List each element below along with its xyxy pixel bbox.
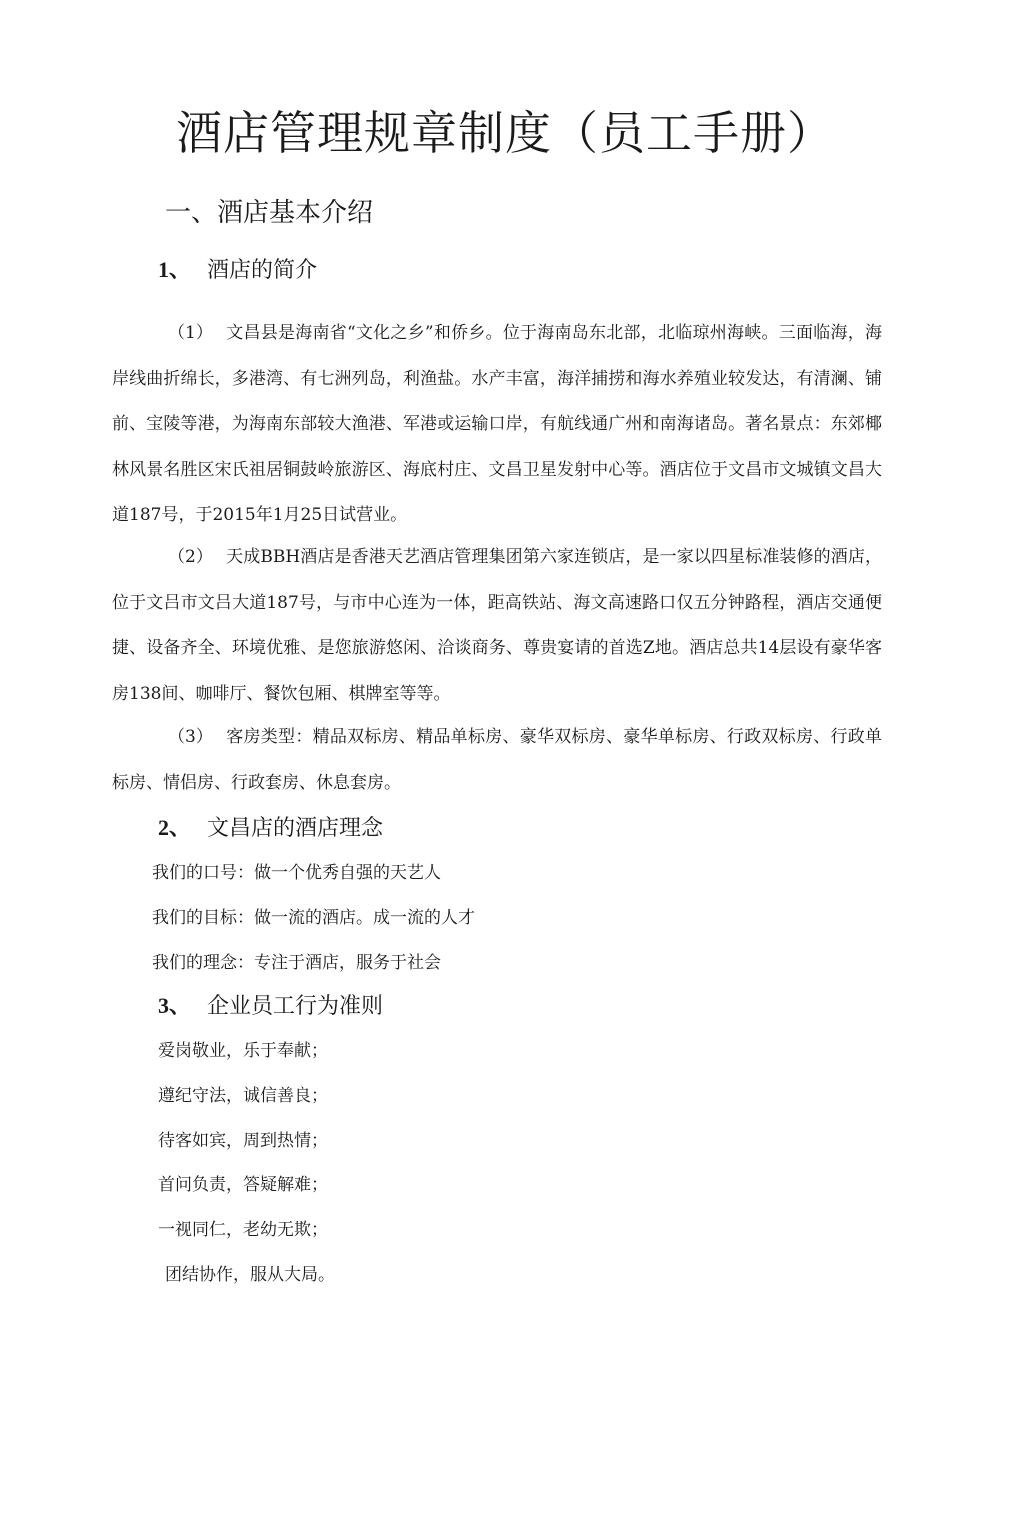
idea-philosophy: 我们的理念：专注于酒店，服务于社会 xyxy=(152,953,441,973)
idea-slogan: 我们的口号：做一个优秀自强的天艺人 xyxy=(152,863,441,883)
idea-goal: 我们的目标：做一流的酒店。成一流的人才 xyxy=(152,908,475,928)
rule-item: 团结协作，服从大局。 xyxy=(165,1265,335,1285)
subsection-heading-hotel-profile xyxy=(158,253,317,288)
paragraph-room-types xyxy=(112,715,882,806)
paragraph-marker: （2） xyxy=(168,547,213,567)
paragraph-marker: （1） xyxy=(168,323,213,343)
section-heading-hotel-intro: 一、酒店基本介绍 xyxy=(165,198,374,228)
subsection-title: 酒店的简介 xyxy=(207,258,318,283)
paragraph-text: 天成BBH酒店是香港天艺酒店管理集团第六家连锁店，是一家以四星标准装修的酒店，位于文吕市文吕大道187号，与市中心连为一体，距高铁站、海文高速路口仅五分钟路程，酒店交通便捷、设备齐全、环境优雅、是您旅游悠闲、洽谈商务、尊贵宴请的首选Z地。酒店总共14层设有豪华客房138间、咖啡厅、餐饮包厢、棋牌室等等。 xyxy=(112,547,882,704)
subsection-title: 文昌店的酒店理念 xyxy=(207,816,384,841)
paragraph-wenchang-intro xyxy=(112,311,882,539)
rule-item: 待客如宾，周到热情； xyxy=(158,1131,328,1151)
subsection-number: 1、 xyxy=(158,257,192,282)
subsection-heading-hotel-philosophy xyxy=(158,811,383,846)
paragraph-marker: （3） xyxy=(168,727,213,747)
subsection-heading-code-of-conduct xyxy=(158,989,383,1024)
subsection-number: 2、 xyxy=(158,815,192,840)
paragraph-text: 客房类型：精品双标房、精品单标房、豪华双标房、豪华单标房、行政双标房、行政单标房、情侣房、行政套房、休息套房。 xyxy=(112,727,882,793)
document-title: 酒店管理规章制度（员工手册） xyxy=(176,106,834,160)
rule-item: 爱岗敬业，乐于奉献； xyxy=(158,1041,328,1061)
rule-item: 遵纪守法，诚信善良； xyxy=(158,1086,328,1106)
rule-item: 首问负责，答疑解难； xyxy=(158,1175,328,1195)
subsection-number: 3、 xyxy=(158,993,192,1018)
paragraph-hotel-intro xyxy=(112,535,882,717)
subsection-title: 企业员工行为准则 xyxy=(207,994,384,1019)
rule-item: 一视同仁，老幼无欺； xyxy=(158,1220,328,1240)
paragraph-text: 文昌县是海南省“文化之乡”和侨乡。位于海南岛东北部，北临琼州海峡。三面临海，海岸线曲折绵长，多港湾、有七洲列岛，利渔盐。水产丰富，海洋捕捞和海水养殖业较发达，有清澜、铺前、宝陵等港，为海南东部较大渔港、军港或运输口岸，有航线通广州和南海诸岛。著名景点：东郊椰林风景名胜区宋氏祖居铜鼓岭旅游区、海底村庄、文昌卫星发射中心等。酒店位于文昌市文城镇文昌大道187号，于2015年1月25日试营业。 xyxy=(112,323,882,525)
